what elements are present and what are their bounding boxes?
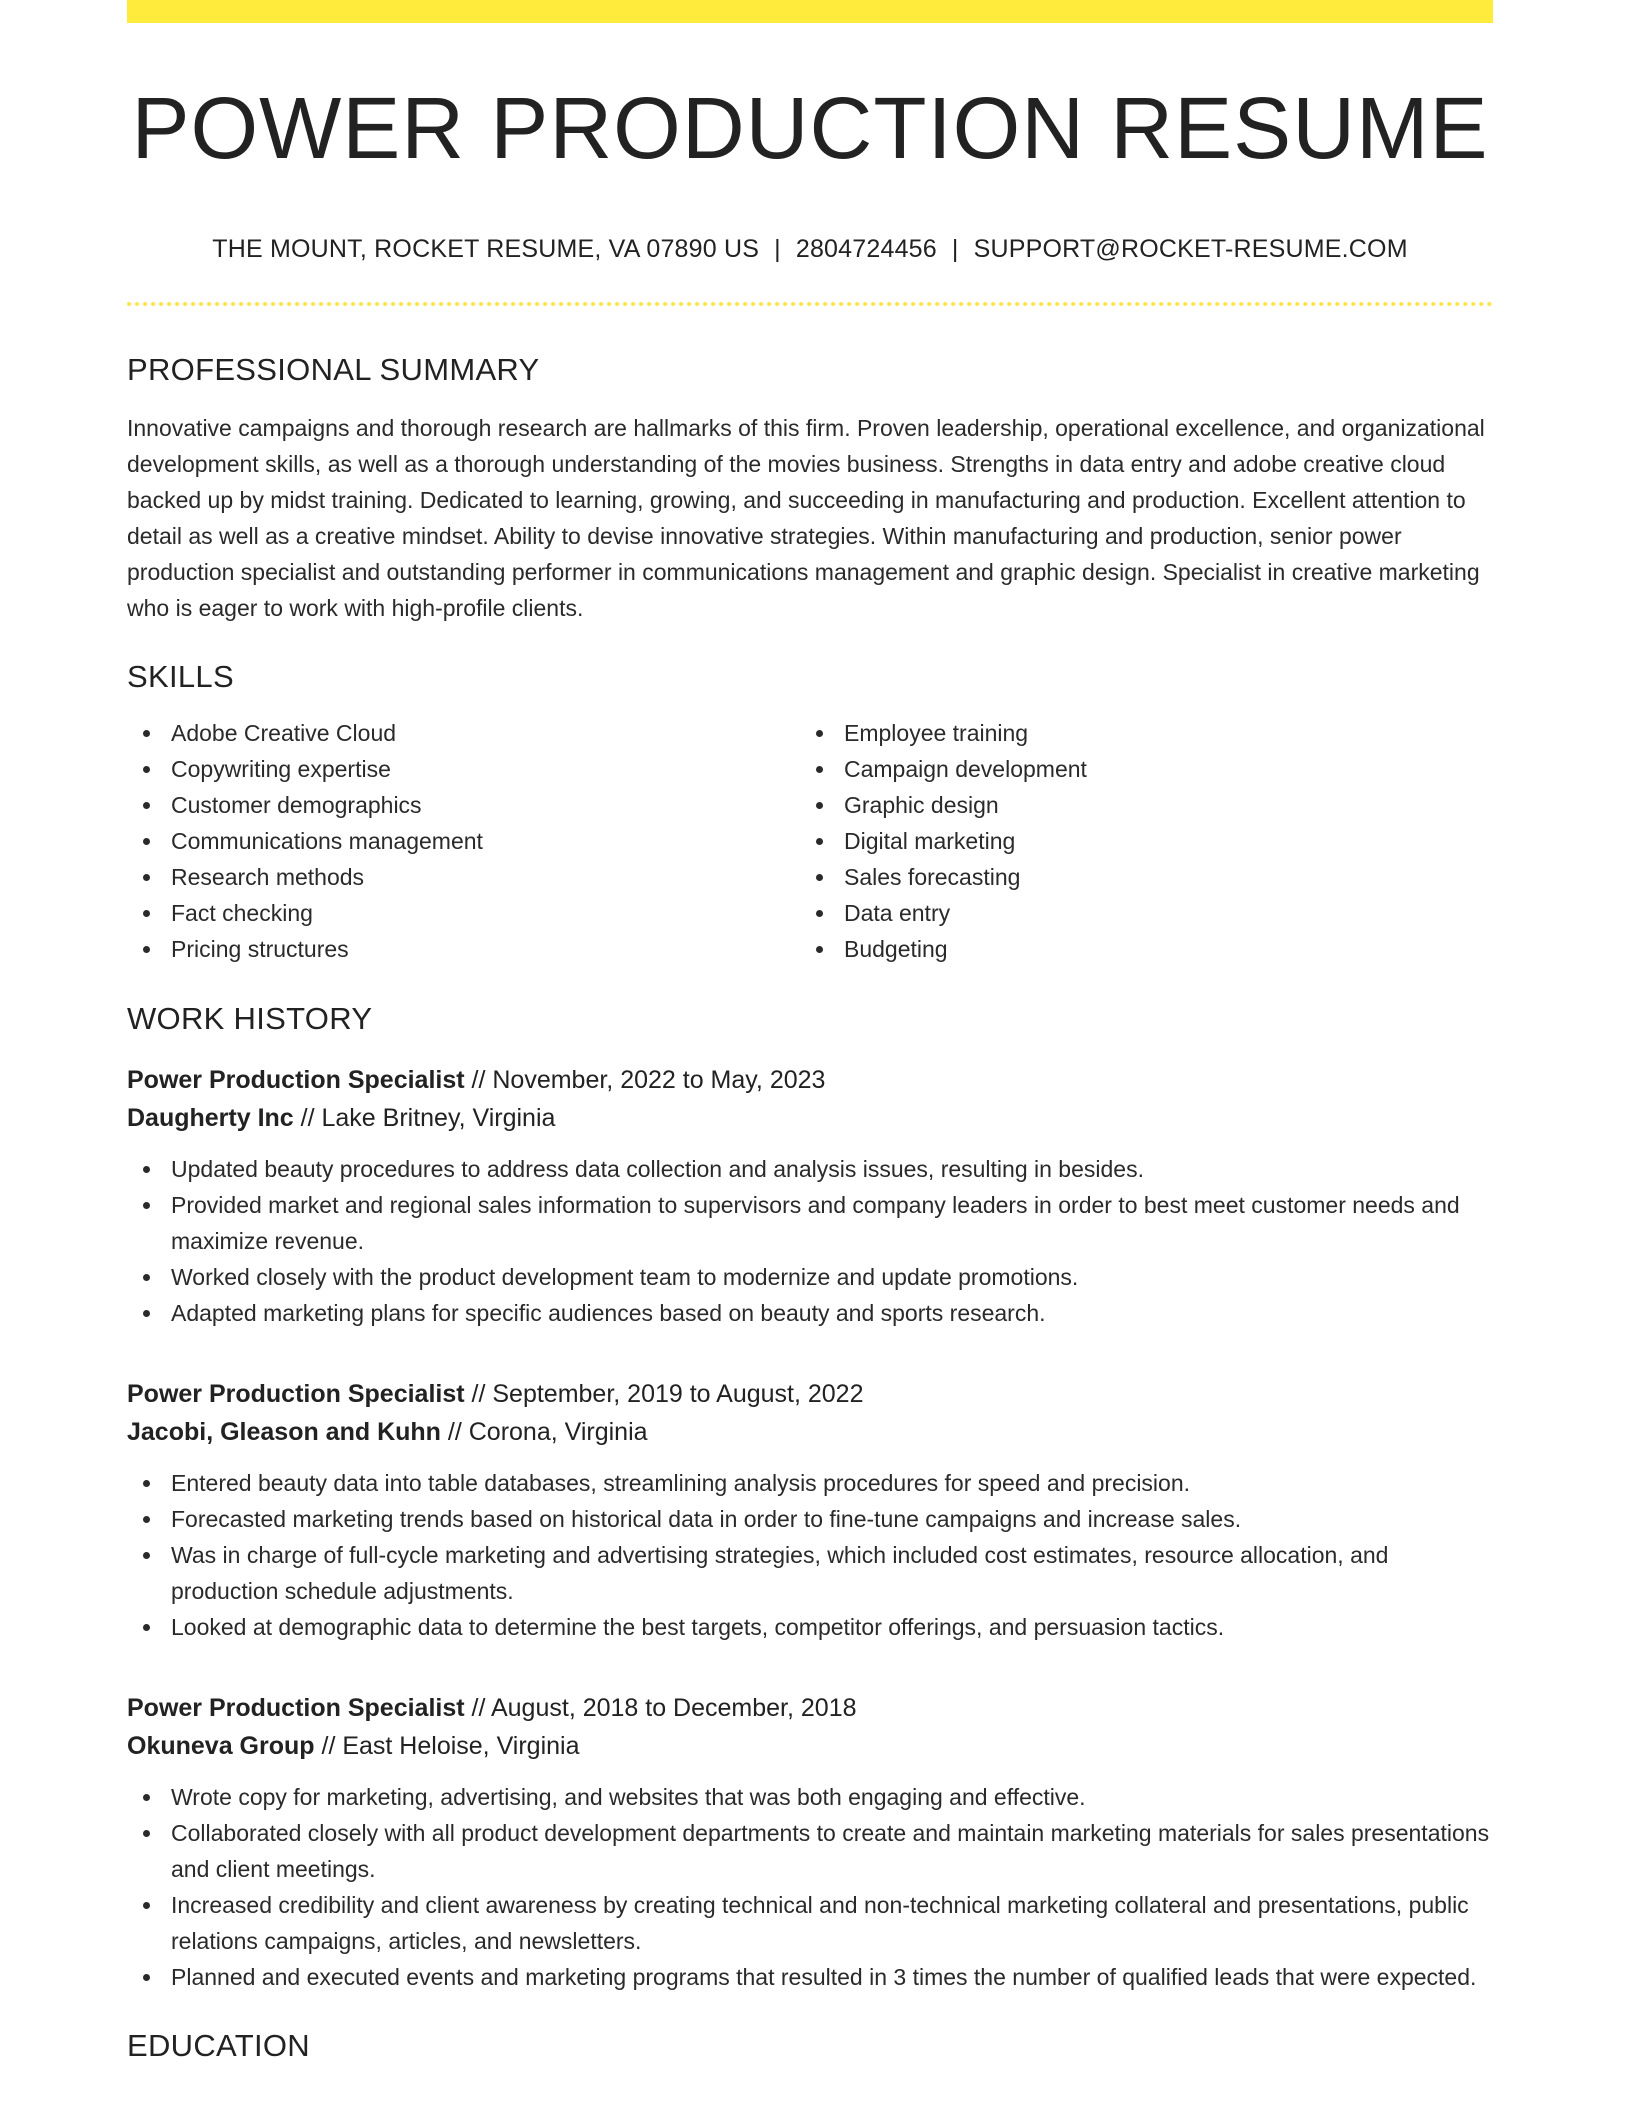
job-company: Jacobi, Gleason and Kuhn xyxy=(127,1418,441,1447)
job-company: Daugherty Inc xyxy=(127,1104,294,1133)
job-dates: // August, 2018 to December, 2018 xyxy=(464,1694,857,1723)
contact-line xyxy=(127,234,1493,264)
job-entry xyxy=(127,1689,1493,1995)
job-company-line xyxy=(127,1413,1493,1451)
separator: | xyxy=(951,234,959,263)
skill-item: Graphic design xyxy=(800,787,1473,823)
dotted-divider xyxy=(127,302,1493,306)
skill-item: Data entry xyxy=(800,895,1473,931)
job-location: // Corona, Virginia xyxy=(440,1418,648,1447)
job-bullet: Updated beauty procedures to address data collection and analysis issues, resulting in besides. xyxy=(127,1151,1493,1187)
job-bullet: Looked at demographic data to determine the best targets, competitor offerings, and persuasion tactics. xyxy=(127,1609,1493,1645)
skill-item: Research methods xyxy=(127,859,800,895)
job-title: Power Production Specialist xyxy=(127,1694,465,1723)
separator: | xyxy=(774,234,781,263)
work-history-section xyxy=(127,1000,1493,1995)
job-company-line xyxy=(127,1099,1493,1137)
job-bullet: Collaborated closely with all product development departments to create and maintain marketing materials for sales presentations and client meetings. xyxy=(127,1815,1493,1887)
job-bullet: Planned and executed events and marketing programs that resulted in 3 times the number of qualified leads that were expected. xyxy=(127,1959,1493,1995)
job-bullet: Adapted marketing plans for specific audiences based on beauty and sports research. xyxy=(127,1295,1493,1331)
job-bullet: Wrote copy for marketing, advertising, and websites that was both engaging and effective. xyxy=(127,1779,1493,1815)
skills-right-list xyxy=(800,715,1473,967)
phone: 2804724456 xyxy=(795,234,937,263)
skills-section xyxy=(127,658,1493,967)
job-company-line xyxy=(127,1727,1493,1765)
job-bullets xyxy=(127,1779,1493,1995)
skill-item: Digital marketing xyxy=(800,823,1473,859)
job-bullet: Worked closely with the product development team to modernize and update promotions. xyxy=(127,1259,1493,1295)
job-location: // Lake Britney, Virginia xyxy=(293,1104,556,1133)
skills-left-list xyxy=(127,715,800,967)
education-section xyxy=(127,2027,1493,2064)
job-dates: // November, 2022 to May, 2023 xyxy=(464,1066,826,1095)
job-title: Power Production Specialist xyxy=(127,1380,465,1409)
address: THE MOUNT, ROCKET RESUME, VA 07890 US xyxy=(212,234,760,263)
job-bullets xyxy=(127,1465,1493,1645)
job-dates: // September, 2019 to August, 2022 xyxy=(464,1380,864,1409)
skill-item: Customer demographics xyxy=(127,787,800,823)
skill-item: Fact checking xyxy=(127,895,800,931)
skill-item: Communications management xyxy=(127,823,800,859)
job-location: // East Heloise, Virginia xyxy=(314,1732,580,1761)
job-bullet: Was in charge of full-cycle marketing and advertising strategies, which included cost estimates, resource allocation, and production schedule adjustments. xyxy=(127,1537,1493,1609)
job-bullet: Entered beauty data into table databases, streamlining analysis procedures for speed and precision. xyxy=(127,1465,1493,1501)
job-entry xyxy=(127,1375,1493,1645)
skills-heading: SKILLS xyxy=(127,658,234,694)
job-company: Okuneva Group xyxy=(127,1732,315,1761)
skill-item: Pricing structures xyxy=(127,931,800,967)
summary-section xyxy=(127,351,1493,626)
job-bullets xyxy=(127,1151,1493,1331)
resume-title: POWER PRODUCTION RESUME xyxy=(131,80,1489,177)
accent-bar xyxy=(127,0,1493,23)
skill-item: Copywriting expertise xyxy=(127,751,800,787)
job-entry xyxy=(127,1061,1493,1331)
summary-text: Innovative campaigns and thorough research are hallmarks of this firm. Proven leadership, operational excellence, and organizational development skills, as well as a thorough understanding of the movies business. Strengths in data entry and adobe creative cloud backed up by midst training. Dedicated to learning, growing, and succeeding in manufacturing and production. Excellent attention to detail as well as a creative mindset. Ability to devise innovative strategies. Within manufacturing and production, senior power production specialist and outstanding performer in communications management and graphic design. Specialist in creative marketing who is eager to work with high-profile clients. xyxy=(127,414,1485,621)
job-title-line xyxy=(127,1061,1493,1099)
skill-item: Adobe Creative Cloud xyxy=(127,715,800,751)
resume-page xyxy=(127,0,1493,2064)
skill-item: Campaign development xyxy=(800,751,1473,787)
skill-item: Budgeting xyxy=(800,931,1473,967)
education-heading: EDUCATION xyxy=(127,2028,310,2064)
email: SUPPORT@ROCKET-RESUME.COM xyxy=(973,234,1408,263)
job-title-line xyxy=(127,1689,1493,1727)
job-title-line xyxy=(127,1375,1493,1413)
job-title: Power Production Specialist xyxy=(127,1066,465,1095)
skills-columns xyxy=(127,715,1493,967)
job-bullet: Forecasted marketing trends based on historical data in order to fine-tune campaigns and increase sales. xyxy=(127,1501,1493,1537)
skill-item: Employee training xyxy=(800,715,1473,751)
work-history-heading: WORK HISTORY xyxy=(127,1001,373,1037)
job-bullet: Provided market and regional sales information to supervisors and company leaders in order to best meet customer needs and maximize revenue. xyxy=(127,1187,1493,1259)
job-bullet: Increased credibility and client awareness by creating technical and non-technical marketing collateral and presentations, public relations campaigns, articles, and newsletters. xyxy=(127,1887,1493,1959)
skill-item: Sales forecasting xyxy=(800,859,1473,895)
summary-heading: PROFESSIONAL SUMMARY xyxy=(127,351,540,387)
